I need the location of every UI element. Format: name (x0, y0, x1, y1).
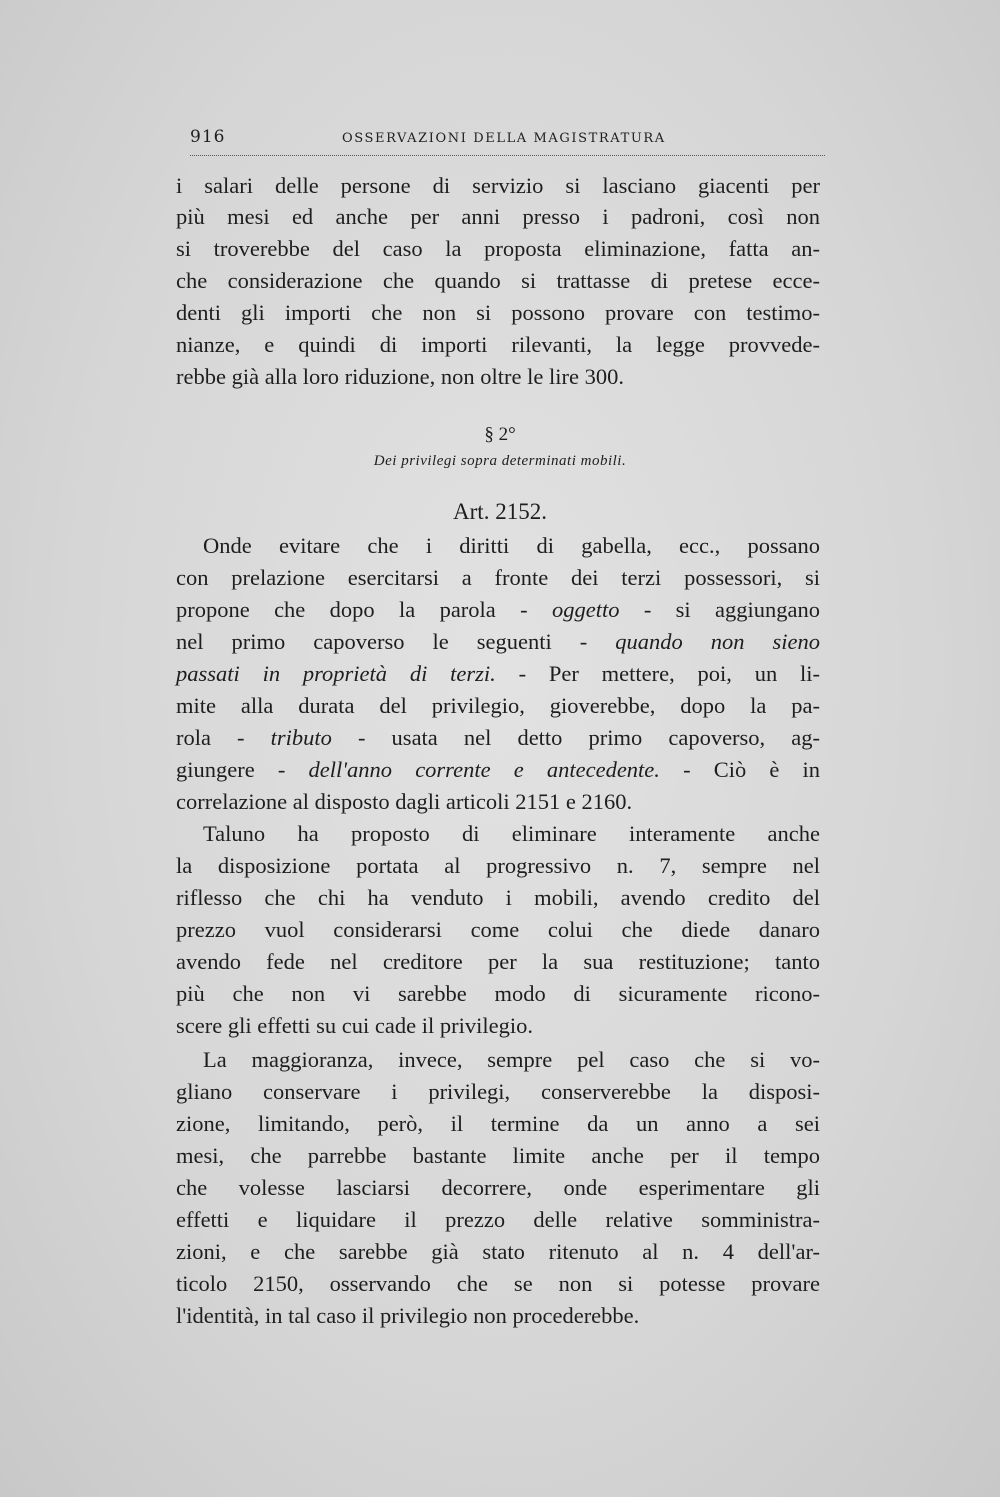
text-line: più mesi ed anche per anni presso i padroni, così non (176, 204, 820, 229)
text-line: i salari delle persone di servizio si lasciano giacenti per (176, 173, 820, 198)
text-line: propone che dopo la parola - oggetto - si aggiungano (176, 597, 820, 622)
article-title: Art. 2152. (453, 499, 547, 524)
text-line: l'identità, in tal caso il privilegio non procederebbe. (176, 1303, 640, 1328)
text-line: con prelazione esercitarsi a fronte dei terzi possessori, si (176, 565, 820, 590)
text-line: nel primo capoverso le seguenti - quando non sieno (176, 629, 821, 654)
text-line: rebbe già alla loro riduzione, non oltre le lire 300. (176, 364, 624, 389)
text-line: effetti e liquidare il prezzo delle relative somministra- (176, 1207, 820, 1232)
text-line: scere gli effetti su cui cade il privilegio. (176, 1013, 533, 1038)
text-line: La maggioranza, invece, sempre pel caso che si vo- (203, 1047, 820, 1072)
text-line: nianze, e quindi di importi rilevanti, la legge provvede- (176, 332, 820, 357)
text-line: che considerazione che quando si trattasse di pretese ecce- (176, 268, 820, 293)
text-line: si troverebbe del caso la proposta eliminazione, fatta an- (176, 236, 820, 261)
text-line: zione, limitando, però, il termine da un anno a sei (176, 1111, 820, 1136)
running-title: OSSERVAZIONI DELLA MAGISTRATURA (342, 131, 666, 146)
text-line: zioni, e che sarebbe già stato ritenuto al n. 4 dell'ar- (176, 1239, 820, 1264)
text-line: Taluno ha proposto di eliminare interamente anche (203, 821, 820, 846)
text-line: prezzo vuol considerarsi come colui che diede danaro (176, 917, 820, 942)
text-line: mesi, che parrebbe bastante limite anche per il tempo (176, 1143, 820, 1168)
section-subtitle: Dei privilegi sopra determinati mobili. (373, 453, 627, 469)
text-line: correlazione al disposto dagli articoli 2151 e 2160. (176, 789, 633, 814)
page-header (190, 127, 825, 156)
text-line: giungere - dell'anno corrente e antecedente. - Ciò è in (176, 757, 820, 782)
text-line: che volesse lasciarsi decorrere, onde esperimentare gli (176, 1175, 820, 1200)
text-line: denti gli importi che non si possono provare con testimo- (176, 300, 820, 325)
text-line: avendo fede nel creditore per la sua restituzione; tanto (176, 949, 820, 974)
text-line: gliano conservare i privilegi, conserverebbe la disposi- (176, 1079, 820, 1104)
text-line: riflesso che chi ha venduto i mobili, avendo credito del (176, 885, 820, 910)
text-line: mite alla durata del privilegio, gioverebbe, dopo la pa- (176, 693, 820, 718)
section-mark: § 2° (484, 424, 516, 445)
text-line: più che non vi sarebbe modo di sicuramente ricono- (176, 981, 820, 1006)
page-number: 916 (190, 127, 226, 147)
text-line: ticolo 2150, osservando che se non si potesse provare (176, 1271, 820, 1296)
text-line: Onde evitare che i diritti di gabella, ecc., possano (203, 533, 820, 558)
text-line: la disposizione portata al progressivo n. 7, sempre nel (176, 853, 820, 878)
text-line: rola - tributo - usata nel detto primo capoverso, ag- (176, 725, 820, 750)
text-line: passati in proprietà di terzi. - Per mettere, poi, un li- (176, 661, 820, 686)
